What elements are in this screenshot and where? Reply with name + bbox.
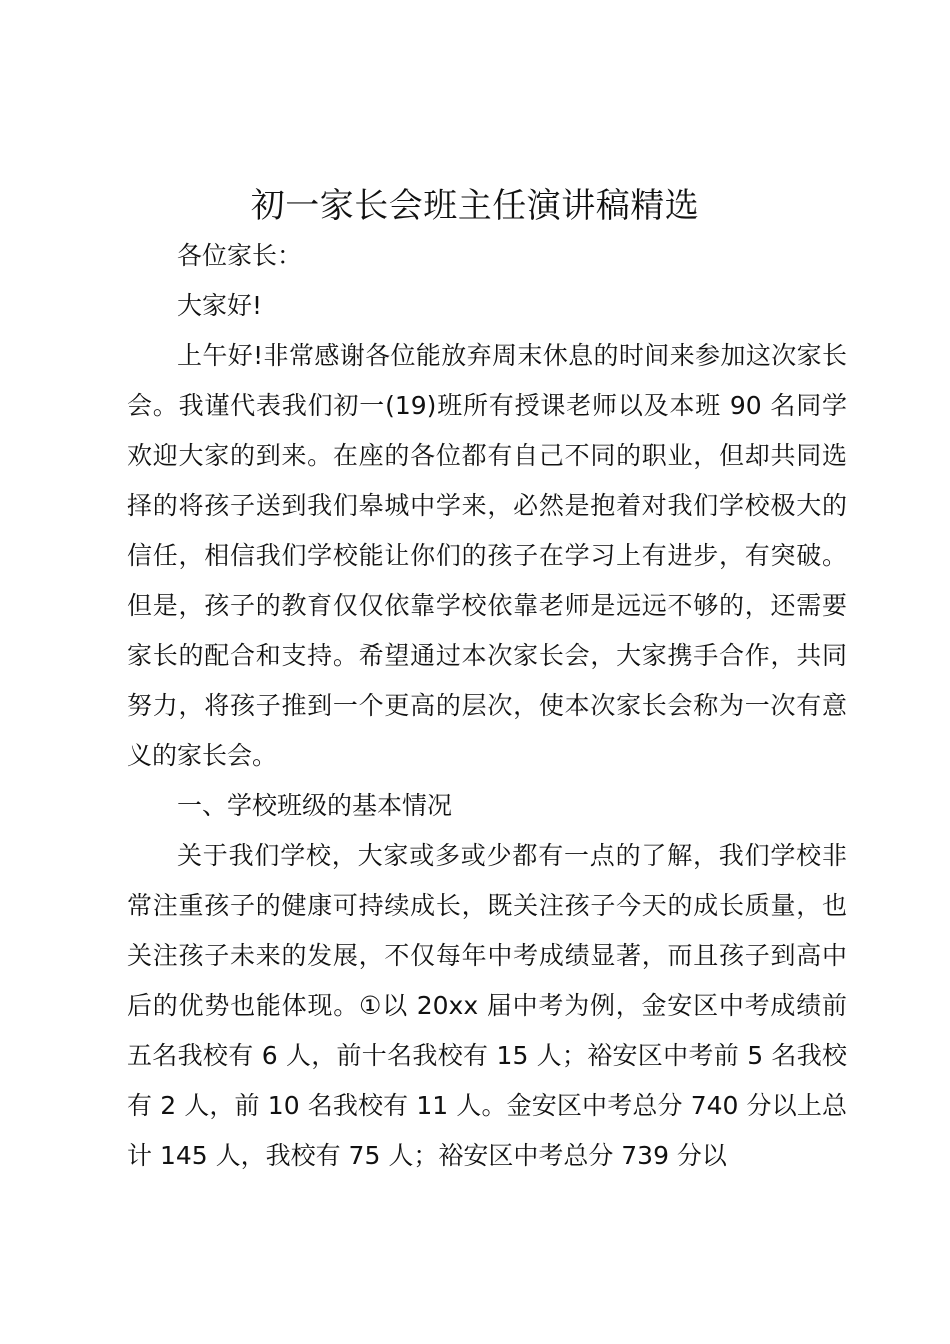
intro-paragraph: 上午好!非常感谢各位能放弃周末休息的时间来参加这次家长会。我谨代表我们初一(19)班所有授课老师以及本班 90 名同学欢迎大家的到来。在座的各位都有自己不同的职业，但却共同选择的将孩子送到我们皋城中学来，必然是抱着对我们学校极大的信任，相信我们学校能让你们的孩子在学习上有进步，有突破。但是，孩子的教育仅仅依靠学校依靠老师是远远不够的，还需要家长的配合和支持。希望通过本次家长会，大家携手合作，共同努力，将孩子推到一个更高的层次，使本次家长会称为一次有意义的家长会。 <box>127 341 847 770</box>
greeting: 大家好! <box>177 291 263 320</box>
salutation: 各位家长： <box>177 241 303 270</box>
school-info-paragraph: 关于我们学校，大家或多或少都有一点的了解，我们学校非常注重孩子的健康可持续成长，既关注孩子今天的成长质量，也关注孩子未来的发展，不仅每年中考成绩显著，而且孩子到高中后的优势也能体现。①以 20xx 届中考为例，金安区中考成绩前五名我校有 6 人，前十名我校有 15 人；裕安区中考前 5 名我校有 2 人，前 10 名我校有 11 人。金安区中考总分 740 分以上总计 145 人，我校有 75 人；裕安区中考总分 739 分以 <box>127 841 847 1170</box>
document-title: 初一家长会班主任演讲稿精选 <box>250 186 700 226</box>
document-body <box>127 231 847 1181</box>
section-heading: 一、学校班级的基本情况 <box>177 791 453 820</box>
